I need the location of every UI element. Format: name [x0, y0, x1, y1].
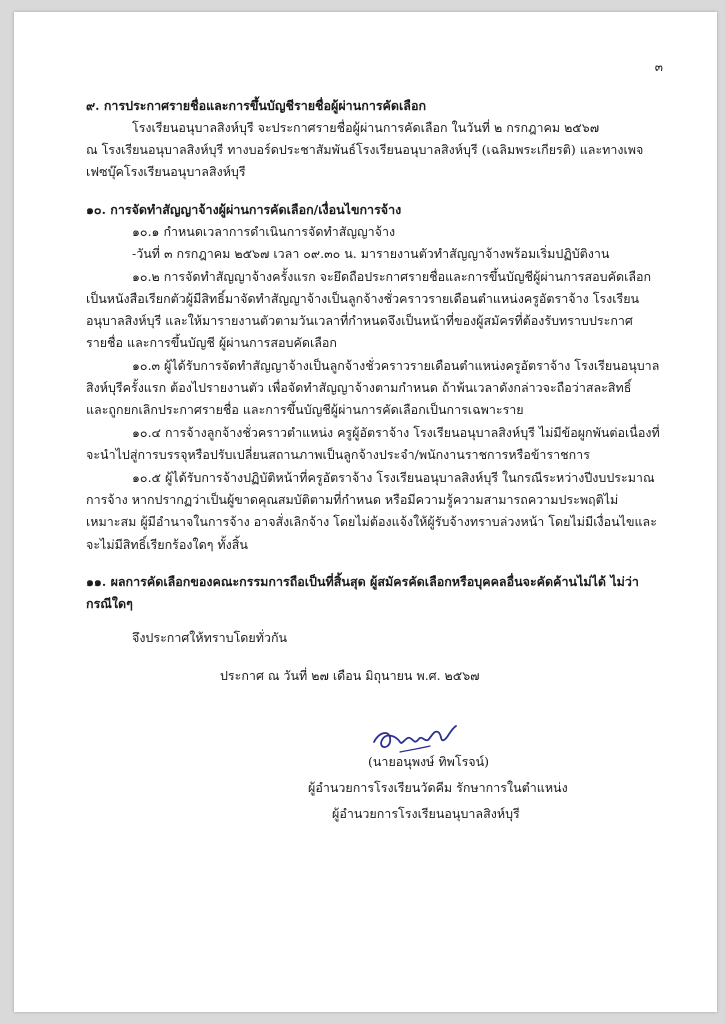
section-10-line: เหมาะสม ผู้มีอำนาจในการจ้าง อาจสั่งเลิกจ้าง โดยไม่ต้องแจ้งให้ผู้รับจ้างทราบล่วงหน้า โดยไม่มีเงื่อนไขและ: [86, 514, 657, 529]
section-9-line: ณ โรงเรียนอนุบาลสิงห์บุรี ทางบอร์ดประชาสัมพันธ์โรงเรียนอนุบาลสิงห์บุรี (เฉลิมพระเกียรติ) และทางเพจ: [86, 142, 644, 157]
section-10-line: ๑๐.๑ กำหนดเวลาการดำเนินการจัดทำสัญญาจ้าง: [132, 224, 396, 239]
section-10-line: การจ้าง หากปรากฏว่าเป็นผู้ขาดคุณสมบัติตามที่กำหนด หรือมีความรู้ความสามารถความประพฤติไม่: [86, 492, 619, 507]
section-10-heading: ๑๐. การจัดทำสัญญาจ้างผู้ผ่านการคัดเลือก/เงื่อนไขการจ้าง: [86, 202, 402, 217]
handwritten-signature: [370, 712, 460, 760]
section-10-line: ๑๐.๔ การจ้างลูกจ้างชั่วคราวตำแหน่ง ครูผู้อัตราจ้าง โรงเรียนอนุบาลสิงห์บุรี ไม่มีข้อผูกพันต่อเนื่องที่: [132, 425, 660, 440]
signatory-name: (นายอนุพงษ์ ทิพโรจน์): [368, 754, 490, 769]
date-line: ประกาศ ณ วันที่ ๒๗ เดือน มิถุนายน พ.ศ. ๒๕๖๗: [220, 668, 480, 683]
section-10-line: ๑๐.๓ ผู้ได้รับการจัดทำสัญญาจ้างเป็นลูกจ้างชั่วคราวรายเดือนตำแหน่งครูอัตราจ้าง โรงเรียนอนุบาล: [132, 358, 660, 373]
signatory-position-1: ผู้อำนวยการโรงเรียนวัดคีม รักษาการในตำแหน่ง: [308, 780, 568, 795]
signatory-position-2: ผู้อำนวยการโรงเรียนอนุบาลสิงห์บุรี: [332, 806, 520, 821]
section-10-line: และถูกยกเลิกประกาศรายชื่อ และการขึ้นบัญชีผู้ผ่านการคัดเลือกเป็นการเฉพาะราย: [86, 402, 524, 417]
section-10-line: ๑๐.๕ ผู้ได้รับการจ้างปฏิบัติหน้าที่ครูอัตราจ้าง โรงเรียนอนุบาลสิงห์บุรี ในกรณีระหว่างปีงบประมาณ: [132, 470, 655, 485]
announce-line: จึงประกาศให้ทราบโดยทั่วกัน: [132, 630, 288, 645]
section-10-line: จะนำไปสู่การบรรจุหรือปรับเปลี่ยนสถานภาพเป็นลูกจ้างประจำ/พนักงานราชการหรือข้าราชการ: [86, 447, 590, 462]
section-11-line: ๑๑. ผลการคัดเลือกของคณะกรรมการถือเป็นที่สิ้นสุด ผู้สมัครคัดเลือกหรือบุคคลอื่นจะคัดค้านไม่ได้ ไม่ว่า: [86, 574, 639, 589]
section-9-line: เฟซบุ๊คโรงเรียนอนุบาลสิงห์บุรี: [86, 164, 246, 179]
page-number: ๓: [654, 60, 663, 74]
document-page: [14, 12, 717, 1012]
section-10-line: รายชื่อ และการขึ้นบัญชี ผู้ผ่านการสอบคัดเลือก: [86, 335, 337, 350]
section-10-line: ๑๐.๒ การจัดทำสัญญาจ้างครั้งแรก จะยึดถือประกาศรายชื่อและการขึ้นบัญชีผู้ผ่านการสอบคัดเลือก: [132, 269, 652, 284]
section-9-heading: ๙. การประกาศรายชื่อและการขึ้นบัญชีรายชื่อผู้ผ่านการคัดเลือก: [86, 98, 427, 113]
section-10-line: เป็นหนังสือเรียกตัวผู้มีสิทธิ์มาจัดทำสัญญาจ้างเป็นลูกจ้างชั่วคราวรายเดือนตำแหน่งครูอัตราจ้าง โรงเรียน: [86, 291, 640, 306]
section-11-line: กรณีใดๆ: [86, 596, 133, 611]
section-9-line: โรงเรียนอนุบาลสิงห์บุรี จะประกาศรายชื่อผู้ผ่านการคัดเลือก ในวันที่ ๒ กรกฎาคม ๒๕๖๗: [132, 120, 600, 135]
section-10-line: สิงห์บุรีครั้งแรก ต้องไปรายงานตัว เพื่อจัดทำสัญญาจ้างตามกำหนด ถ้าพ้นเวลาดังกล่าวจะถือว่าสละสิทธิ์: [86, 380, 632, 395]
section-10-line: -วันที่ ๓ กรกฎาคม ๒๕๖๗ เวลา ๐๙.๓๐ น. มารายงานตัวทำสัญญาจ้างพร้อมเริ่มปฏิบัติงาน: [132, 246, 610, 261]
section-10-line: อนุบาลสิงห์บุรี และให้มารายงานตัวตามวันเวลาที่กำหนดจึงเป็นหน้าที่ของผู้สมัครที่ต้องรับทราบประกาศ: [86, 313, 633, 328]
section-10-line: จะไม่มีสิทธิ์เรียกร้องใดๆ ทั้งสิ้น: [86, 537, 248, 552]
